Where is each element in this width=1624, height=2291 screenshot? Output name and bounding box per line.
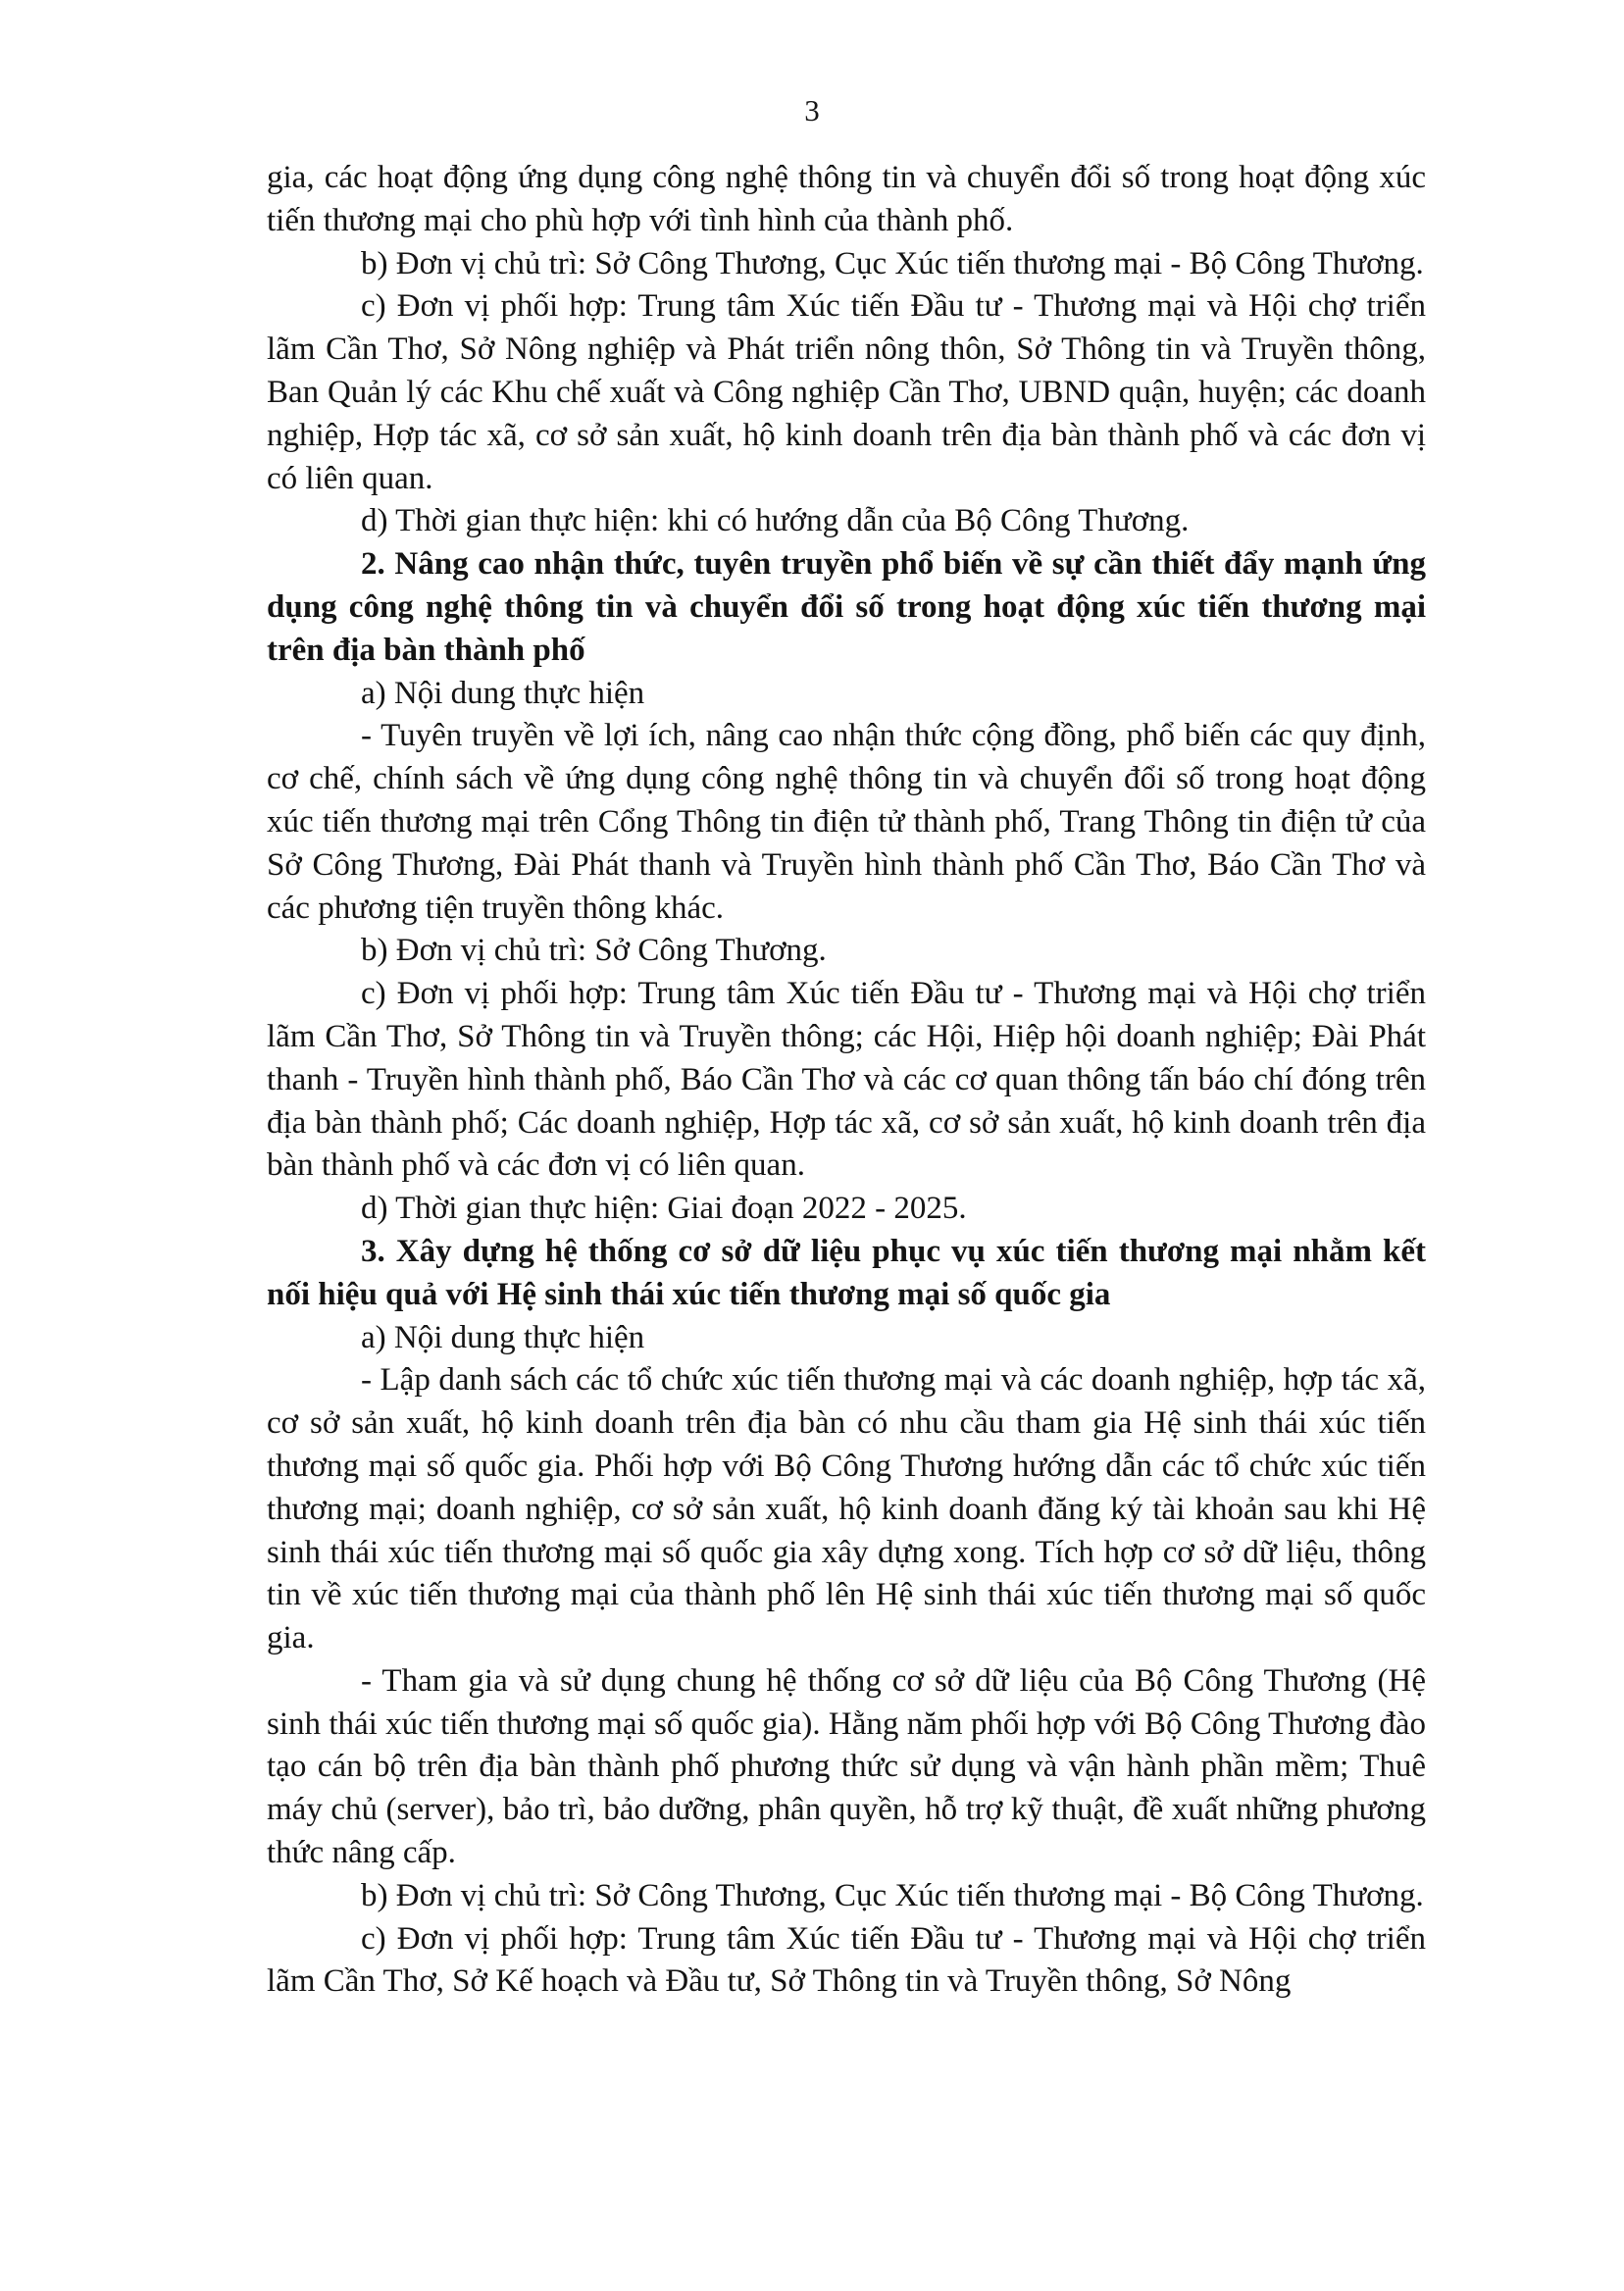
paragraph-content-heading: a) Nội dung thực hiện xyxy=(361,675,645,711)
section-heading-3: 3. Xây dựng hệ thống cơ sở dữ liệu phục vụ xúc tiến thương mại nhằm kết nối hiệu quả với Hệ sinh thái xúc tiến thương mại số quốc gia xyxy=(267,1233,1426,1312)
paragraph-coordinating-units: c) Đơn vị phối hợp: Trung tâm Xúc tiến Đầu tư - Thương mại và Hội chợ triển lãm Cần Thơ, Sở Nông nghiệp và Phát triển nông thôn, Sở Thông tin và Truyền thông, Ban Quản lý các Khu chế xuất và Công nghiệp Cần Thơ, UBND quận, huyện; các doanh nghiệp, Hợp tác xã, cơ sở sản xuất, hộ kinh doanh trên địa bàn thành phố và các đơn vị có liên quan. xyxy=(267,288,1426,496)
paragraph-coordinating-units: c) Đơn vị phối hợp: Trung tâm Xúc tiến Đầu tư - Thương mại và Hội chợ triển lãm Cần Thơ, Sở Kế hoạch và Đầu tư, Sở Thông tin và Truyền thông, Sở Nông xyxy=(267,1920,1426,2000)
paragraph-coordinating-units: c) Đơn vị phối hợp: Trung tâm Xúc tiến Đầu tư - Thương mại và Hội chợ triển lãm Cần Thơ, Sở Thông tin và Truyền thông; các Hội, Hiệp hội doanh nghiệp; Đài Phát thanh - Truyền hình thành phố, Báo Cần Thơ và các cơ quan thông tấn báo chí đóng trên địa bàn thành phố; Các doanh nghiệp, Hợp tác xã, cơ sở sản xuất, hộ kinh doanh trên địa bàn thành phố và các đơn vị có liên quan. xyxy=(267,976,1426,1184)
document-body xyxy=(267,157,1426,2004)
paragraph-timeline: d) Thời gian thực hiện: Giai đoạn 2022 - 2025. xyxy=(361,1191,967,1227)
section-heading-2: 2. Nâng cao nhận thức, tuyên truyền phổ biến về sự cần thiết đẩy mạnh ứng dụng công nghệ thông tin và chuyển đổi số trong hoạt động xúc tiến thương mại trên địa bàn thành phố xyxy=(267,546,1426,668)
page-number: 3 xyxy=(804,93,820,127)
paragraph-timeline: d) Thời gian thực hiện: khi có hướng dẫn của Bộ Công Thương. xyxy=(361,503,1190,539)
paragraph-content-item: - Lập danh sách các tổ chức xúc tiến thương mại và các doanh nghiệp, hợp tác xã, cơ sở sản xuất, hộ kinh doanh trên địa bàn có nhu cầu tham gia Hệ sinh thái xúc tiến thương mại số quốc gia. Phối hợp với Bộ Công Thương hướng dẫn các tổ chức xúc tiến thương mại; doanh nghiệp, cơ sở sản xuất, hộ kinh doanh đăng ký tài khoản sau khi Hệ sinh thái xúc tiến thương mại số quốc gia xây dựng xong. Tích hợp cơ sở dữ liệu, thông tin về xúc tiến thương mại của thành phố lên Hệ sinh thái xúc tiến thương mại số quốc gia. xyxy=(267,1362,1426,1656)
paragraph-content-item: - Tham gia và sử dụng chung hệ thống cơ sở dữ liệu của Bộ Công Thương (Hệ sinh thái xúc tiến thương mại số quốc gia). Hằng năm phối hợp với Bộ Công Thương đào tạo cán bộ trên địa bàn thành phố phương thức sử dụng và vận hành phần mềm; Thuê máy chủ (server), bảo trì, bảo dưỡng, phân quyền, hỗ trợ kỹ thuật, đề xuất những phương thức nâng cấp. xyxy=(267,1662,1426,1871)
paragraph-lead-unit: b) Đơn vị chủ trì: Sở Công Thương, Cục Xúc tiến thương mại - Bộ Công Thương. xyxy=(361,1877,1424,1913)
paragraph-content-heading: a) Nội dung thực hiện xyxy=(361,1319,645,1355)
paragraph-lead-unit: b) Đơn vị chủ trì: Sở Công Thương, Cục Xúc tiến thương mại - Bộ Công Thương. xyxy=(361,245,1424,281)
paragraph-lead-unit: b) Đơn vị chủ trì: Sở Công Thương. xyxy=(361,933,827,969)
paragraph-content-item: - Tuyên truyền về lợi ích, nâng cao nhận thức cộng đồng, phổ biến các quy định, cơ chế, chính sách về ứng dụng công nghệ thông tin và chuyển đổi số trong hoạt động xúc tiến thương mại trên Cổng Thông tin điện tử thành phố, Trang Thông tin điện tử của Sở Công Thương, Đài Phát thanh và Truyền hình thành phố Cần Thơ, Báo Cần Thơ và các phương tiện truyền thông khác. xyxy=(267,718,1426,926)
paragraph-continuation: gia, các hoạt động ứng dụng công nghệ thông tin và chuyển đổi số trong hoạt động xúc tiến thương mại cho phù hợp với tình hình của thành phố. xyxy=(267,160,1426,238)
